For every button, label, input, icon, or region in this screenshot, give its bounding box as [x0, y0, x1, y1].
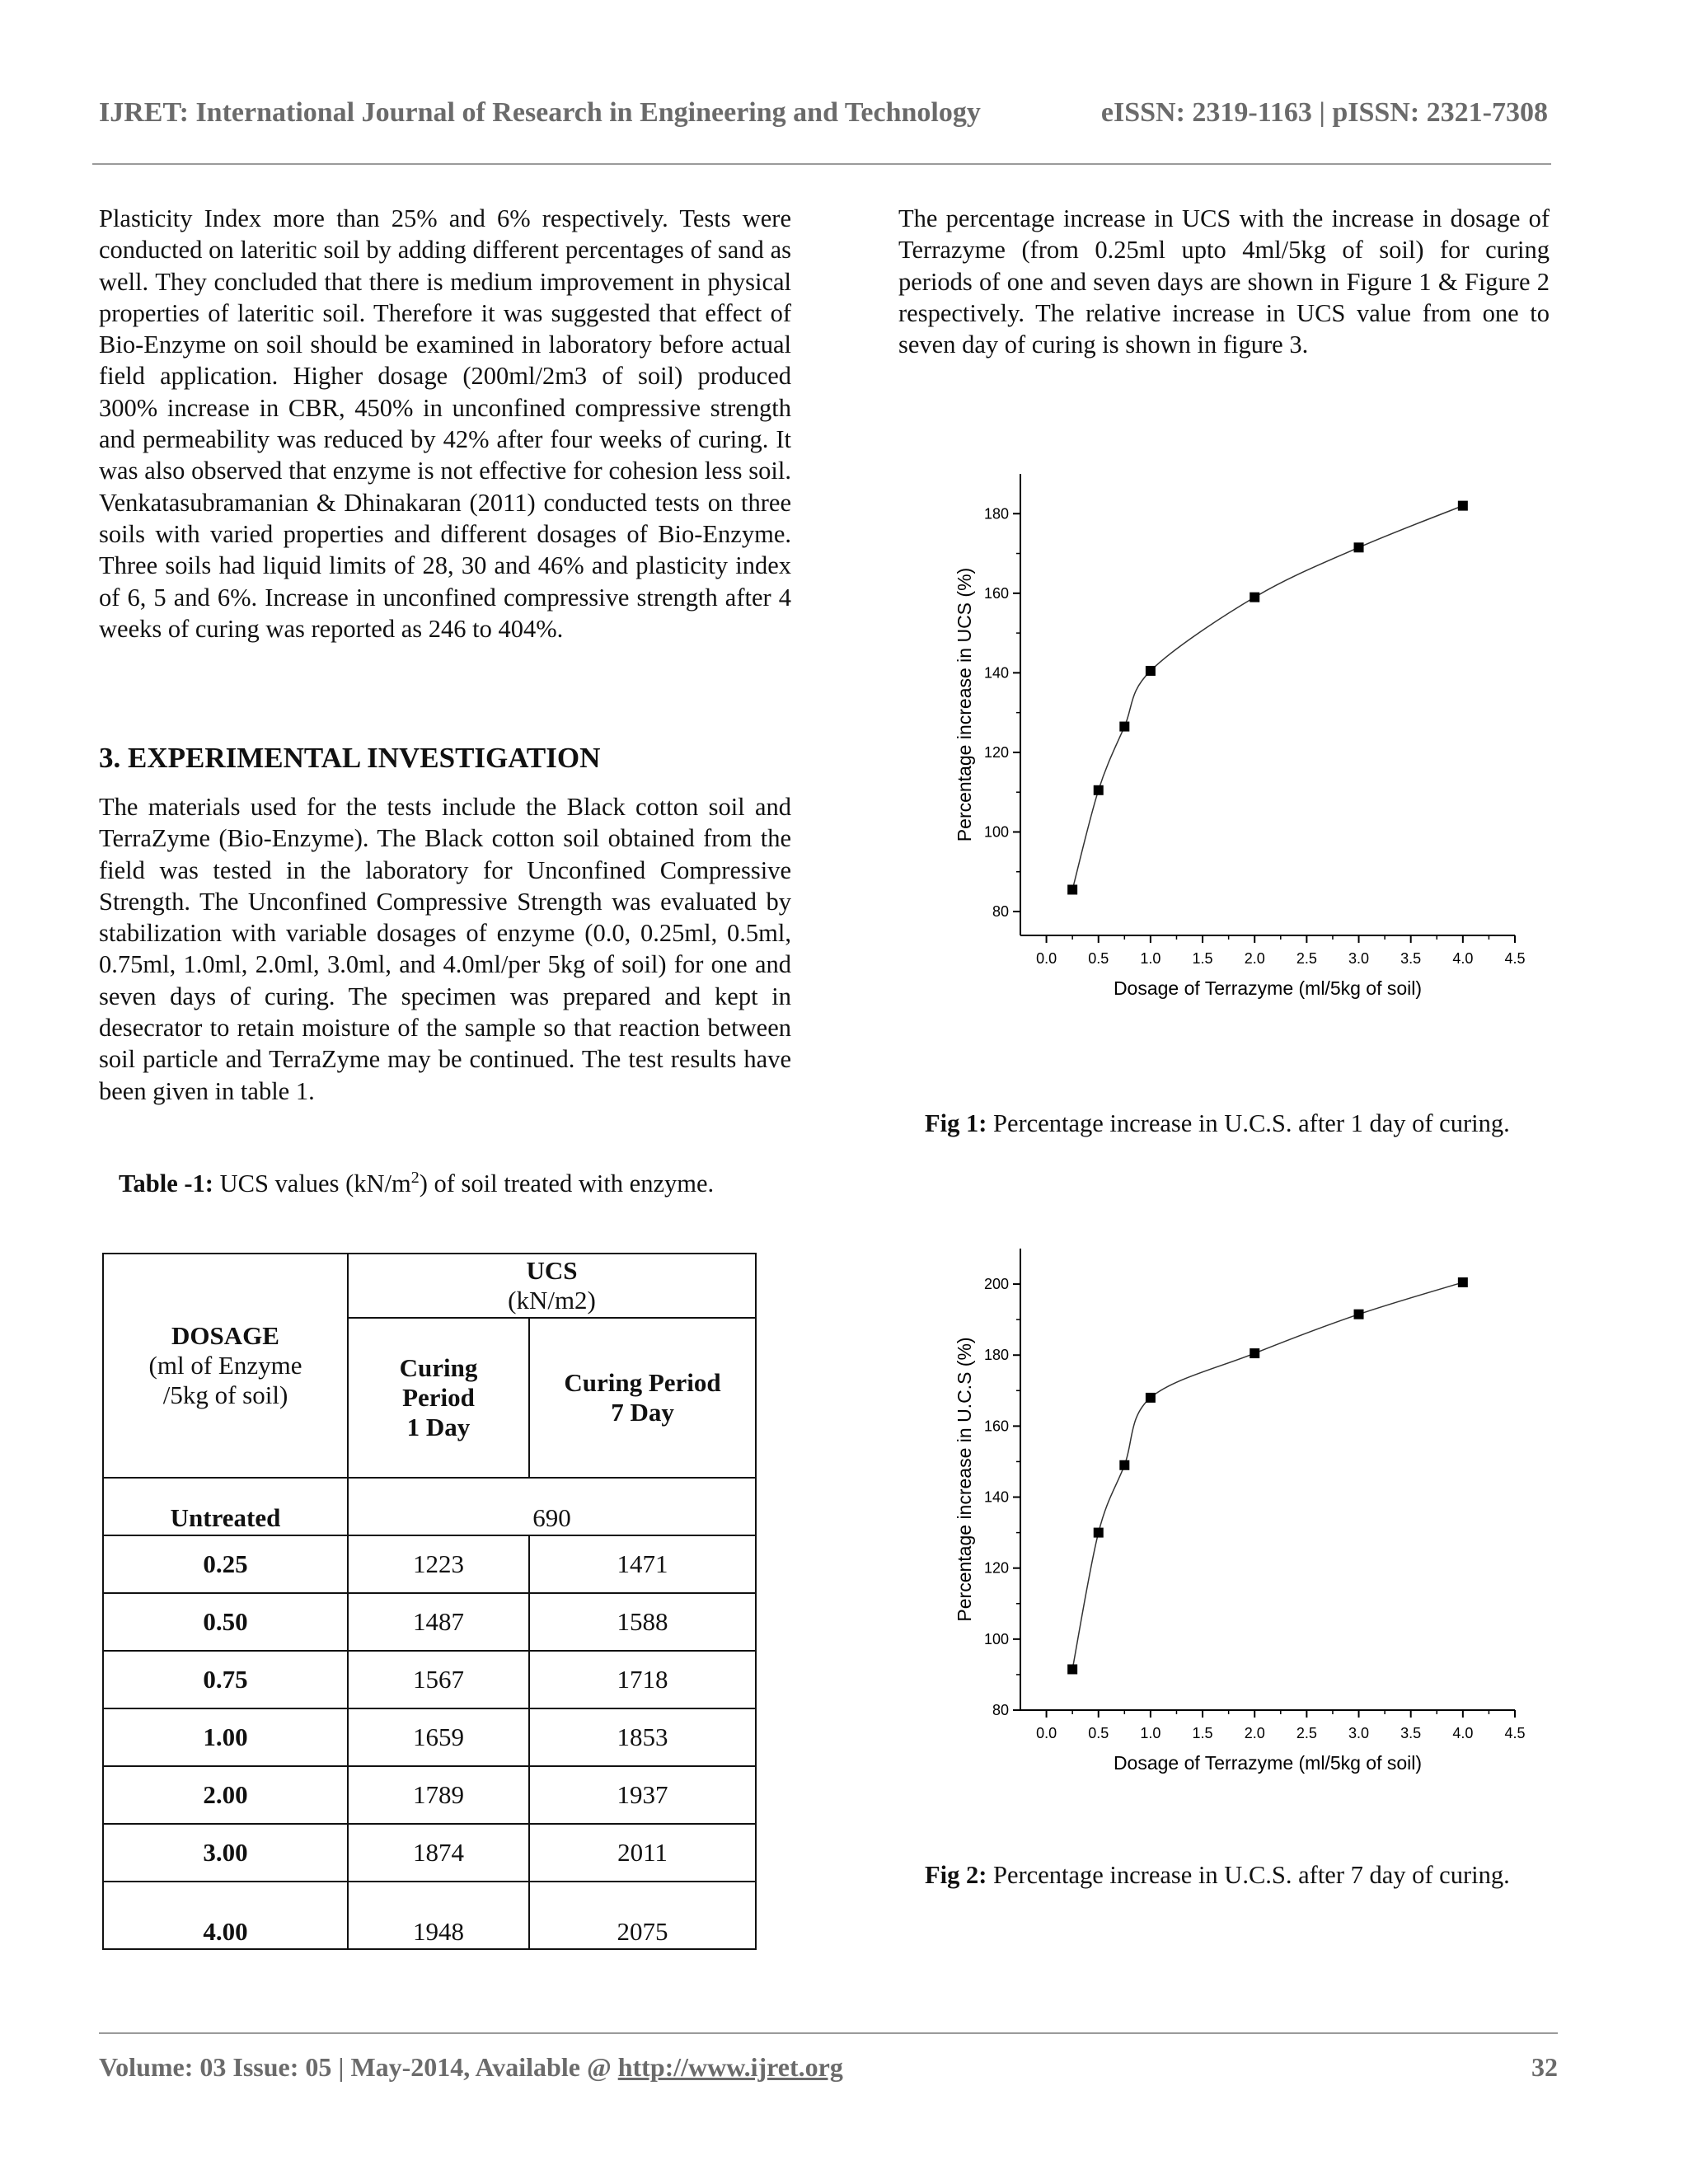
table-row: 2.00 1789 1937	[103, 1766, 756, 1824]
ucs-table	[102, 1253, 757, 1950]
y-tick-label: 180	[983, 505, 1009, 523]
y-axis-label: Percentage increase in UCS (%)	[954, 567, 975, 842]
data-point	[1250, 593, 1259, 602]
x-tick-label: 1.5	[1192, 1725, 1213, 1741]
curing-1day-header: Curing Period 1 Day	[348, 1318, 529, 1478]
y-tick-label: 120	[983, 743, 1009, 761]
x-tick-label: 0.0	[1036, 950, 1057, 967]
footer-link[interactable]: http://www.ijret.org	[617, 2052, 843, 2082]
x-tick-label: 4.5	[1504, 1725, 1526, 1741]
data-point	[1146, 1393, 1156, 1403]
table-row: 3.00 1874 2011	[103, 1824, 756, 1882]
figure-1-caption: Fig 1: Percentage increase in U.C.S. after 1 day of curing.	[925, 1109, 1510, 1137]
x-tick-label: 0.5	[1088, 950, 1109, 967]
footer-volume: Volume: 03 Issue: 05 | May-2014, Available @	[99, 2052, 618, 2082]
y-tick-label: 100	[983, 1630, 1009, 1647]
y-tick-label: 160	[983, 1418, 1009, 1435]
figure-2-svg	[948, 1236, 1541, 1821]
x-tick-label: 1.5	[1192, 950, 1213, 967]
y-tick-label: 80	[992, 903, 1009, 921]
series-curve	[1072, 1282, 1463, 1670]
x-tick-label: 3.0	[1348, 1725, 1370, 1741]
curing-7day-header: Curing Period 7 Day	[529, 1318, 756, 1478]
y-tick-label: 140	[983, 664, 1009, 682]
x-tick-label: 2.5	[1296, 950, 1317, 967]
y-tick-label: 100	[983, 823, 1009, 841]
page-footer	[99, 2052, 1558, 2083]
data-point	[1094, 1528, 1104, 1538]
data-point	[1146, 666, 1156, 676]
dosage-header: DOSAGE (ml of Enzyme /5kg of soil)	[103, 1254, 348, 1478]
data-point	[1094, 785, 1104, 795]
left-paragraph-1: Plasticity Index more than 25% and 6% respectively. Tests were conducted on lateritic soil by adding different percentages of sand as well. They concluded that there is medium improvement in physical properties of lateritic soil. Therefore it was suggested that effect of Bio-Enzyme on soil should be examined in laboratory before actual field application. Higher dosage (200ml/2m3 of soil) produced 300% increase in CBR, 450% in unconfined compressive strength and permeability was reduced by 42% after four weeks of curing. It was also observed that enzyme is not effective for cohesion less soil. Venkatasubramanian & Dhinakaran (2011) conducted tests on three soils with varied properties and different dosages of Bio-Enzyme. Three soils had liquid limits of 28, 30 and 46% and plasticity index of 6, 5 and 6%. Increase in unconfined compressive strength after 4 weeks of curing was reported as 246 to 404%.	[99, 204, 791, 643]
figure-1-chart	[948, 462, 1541, 1047]
x-tick-label: 3.5	[1400, 1725, 1422, 1741]
figure-1-svg	[948, 462, 1541, 1047]
issn: eISSN: 2319-1163 | pISSN: 2321-7308	[1100, 97, 1548, 128]
data-point	[1067, 884, 1077, 894]
data-point	[1119, 1460, 1129, 1470]
y-tick-label: 180	[983, 1347, 1009, 1364]
data-point	[1458, 501, 1468, 511]
data-point	[1119, 722, 1129, 732]
y-tick-label: 200	[983, 1276, 1009, 1293]
data-point	[1458, 1277, 1468, 1287]
x-tick-label: 3.5	[1400, 950, 1422, 967]
x-tick-label: 1.0	[1140, 950, 1161, 967]
x-tick-label: 4.0	[1452, 1725, 1474, 1741]
section-heading: 3. EXPERIMENTAL INVESTIGATION	[99, 742, 601, 774]
x-tick-label: 2.0	[1244, 1725, 1265, 1741]
ucs-header: UCS (kN/m2)	[348, 1254, 756, 1318]
figure-2-chart	[948, 1236, 1541, 1821]
x-tick-label: 2.0	[1244, 950, 1265, 967]
x-tick-label: 0.0	[1036, 1725, 1057, 1741]
page-header	[99, 97, 1550, 138]
header-rule	[92, 163, 1551, 165]
series-curve	[1072, 506, 1463, 890]
y-tick-label: 80	[992, 1702, 1009, 1718]
table-row: 0.25 1223 1471	[103, 1535, 756, 1593]
journal-title: IJRET: International Journal of Research in Engineering and Technology	[99, 97, 981, 128]
y-tick-label: 140	[983, 1488, 1009, 1506]
table-row: 0.75 1567 1718	[103, 1651, 756, 1708]
x-axis-label: Dosage of Terrazyme (ml/5kg of soil)	[1113, 1752, 1423, 1774]
data-point	[1354, 542, 1364, 552]
y-axis-label: Percentage increase in U.C.S (%)	[954, 1337, 975, 1622]
x-axis-label: Dosage of Terrazyme (ml/5kg of soil)	[1113, 977, 1423, 999]
x-tick-label: 3.0	[1348, 950, 1370, 967]
x-tick-label: 4.5	[1504, 950, 1526, 967]
figure-2-caption: Fig 2: Percentage increase in U.C.S. after 7 day of curing.	[925, 1861, 1510, 1889]
data-point	[1354, 1310, 1364, 1319]
table-row: 4.00 1948 2075	[103, 1882, 756, 1949]
data-point	[1067, 1664, 1077, 1674]
table-row: 0.50 1487 1588	[103, 1593, 756, 1651]
page-number: 32	[1531, 2052, 1558, 2082]
x-tick-label: 0.5	[1088, 1725, 1109, 1741]
table-row: Untreated 690	[103, 1478, 756, 1535]
table-row: 1.00 1659 1853	[103, 1708, 756, 1766]
y-tick-label: 120	[983, 1559, 1009, 1577]
left-paragraph-2: The materials used for the tests include the Black cotton soil and TerraZyme (Bio-Enzyme). The Black cotton soil obtained from the field was tested in the laboratory for Unconfined Compressive Strength. The Unconfined Compressive Strength was evaluated by stabilization with variable dosages of enzyme (0.0, 0.25ml, 0.5ml, 0.75ml, 1.0ml, 2.0ml, 3.0ml, and 4.0ml/per 5kg of soil) for one and seven days of curing. The specimen was prepared and kept in desecrator to retain moisture of the sample so that reaction between soil particle and TerraZyme may be continued. The test results have been given in table 1.	[99, 793, 791, 1105]
footer-rule	[99, 2032, 1558, 2034]
right-paragraph: The percentage increase in UCS with the increase in dosage of Terrazyme (from 0.25ml upto 4ml/5kg of soil) for curing periods of one and seven days are shown in Figure 1 & Figure 2 respectively. The relative increase in UCS value from one to seven day of curing is shown in figure 3.	[898, 204, 1550, 359]
y-tick-label: 160	[983, 584, 1009, 602]
table-caption: Table -1: UCS values $(kN/m^2)$ of soil treated with enzyme.	[119, 1169, 715, 1198]
x-tick-label: 1.0	[1140, 1725, 1161, 1741]
data-point	[1250, 1348, 1259, 1358]
x-tick-label: 4.0	[1452, 950, 1474, 967]
x-tick-label: 2.5	[1296, 1725, 1317, 1741]
